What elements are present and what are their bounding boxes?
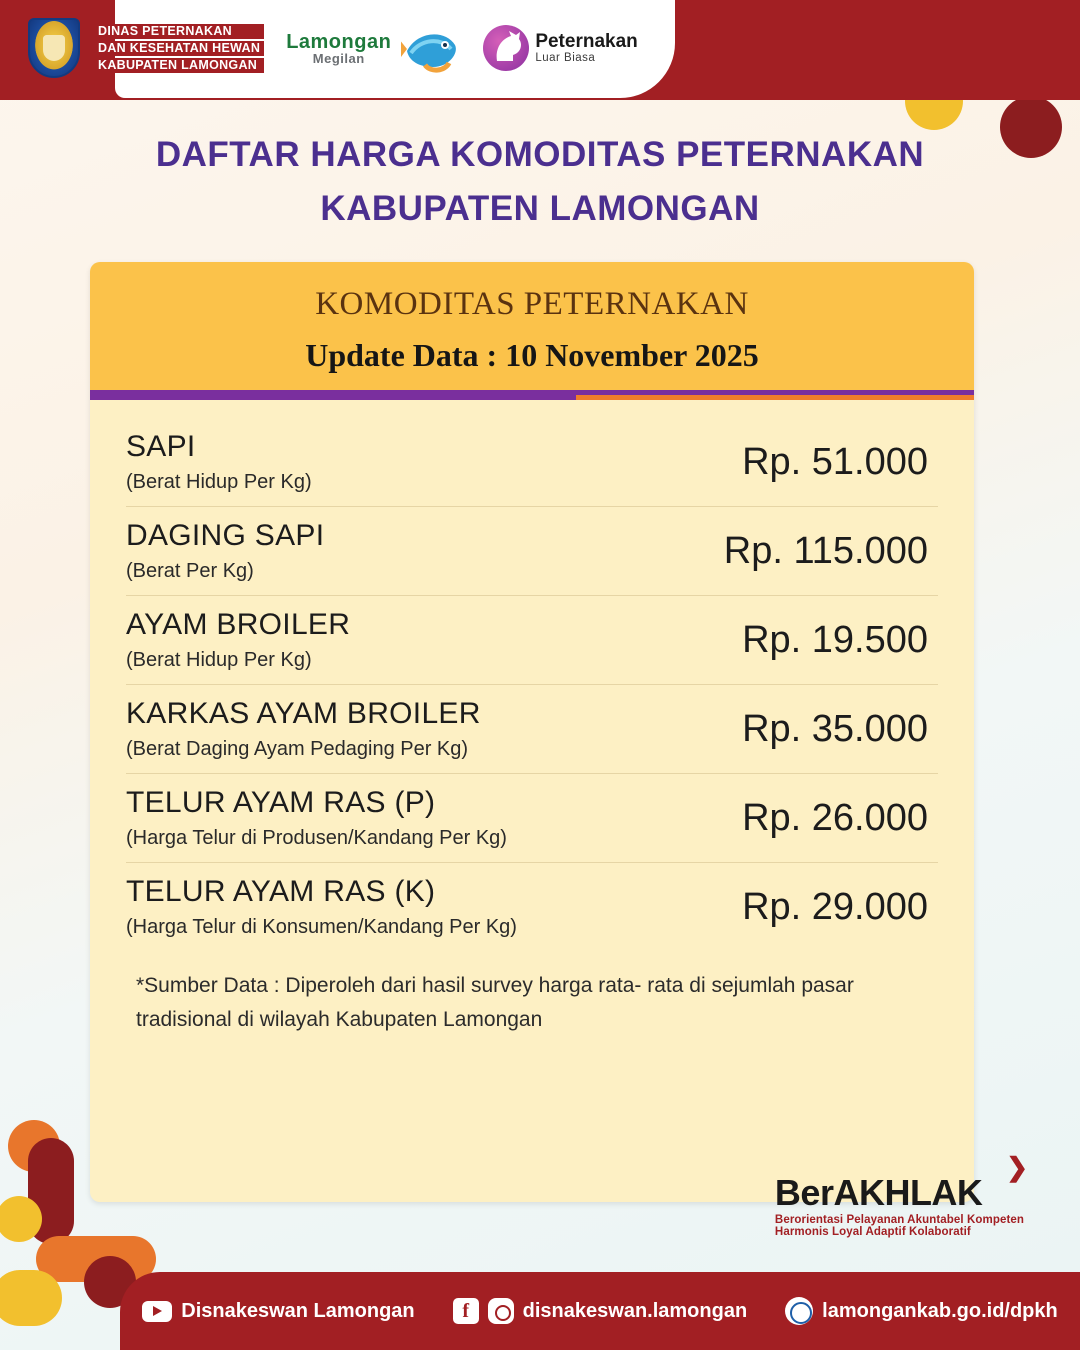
- price-list: [90, 400, 974, 951]
- commodity-price: Rp. 19.500: [742, 618, 928, 661]
- agency-name: [94, 24, 264, 73]
- commodity-price: Rp. 26.000: [742, 796, 928, 839]
- source-note: *Sumber Data : Diperoleh dari hasil survey harga rata- rata di sejumlah pasar tradisional di wilayah Kabupaten Lamongan: [136, 974, 854, 1031]
- commodity-unit: (Berat Hidup Per Kg): [126, 471, 312, 493]
- decor-shape-yellow-4: [0, 1270, 62, 1326]
- peternakan-luar-biasa-logo: [483, 25, 637, 71]
- chevron-right-icon: ❯: [1006, 1152, 1028, 1182]
- commodity-name: DAGING SAPI: [126, 519, 325, 552]
- card-update-date: Update Data : 10 November 2025: [305, 337, 759, 373]
- agency-line-1: DINAS PETERNAKAN: [94, 24, 264, 39]
- lamongan-crest-icon: [28, 18, 80, 78]
- peternakan-label: Peternakan: [535, 31, 638, 52]
- commodity-unit: (Harga Telur di Produsen/Kandang Per Kg): [126, 827, 507, 849]
- commodity-name: KARKAS AYAM BROILER: [126, 697, 481, 730]
- commodity-name: AYAM BROILER: [126, 608, 351, 641]
- page-title-line-1: DAFTAR HARGA KOMODITAS PETERNAKAN: [155, 135, 925, 174]
- commodity-price: Rp. 35.000: [742, 707, 928, 750]
- card-heading: KOMODITAS PETERNAKAN: [315, 286, 749, 322]
- commodity-name: SAPI: [126, 430, 196, 463]
- footer-social[interactable]: [453, 1298, 748, 1324]
- footer-bar: [120, 1272, 1080, 1350]
- table-row: [126, 596, 938, 685]
- globe-icon: [785, 1297, 813, 1325]
- page-title: [0, 128, 1080, 236]
- commodity-unit: (Berat Per Kg): [126, 560, 254, 582]
- berakhlak-wordmark: BerAKHLAK: [774, 1172, 983, 1213]
- fish-icon: [401, 23, 463, 73]
- price-card-header: [90, 262, 974, 395]
- commodity-price: Rp. 29.000: [742, 885, 928, 928]
- footer-youtube[interactable]: [142, 1300, 414, 1323]
- table-row: [126, 418, 938, 507]
- commodity-unit: (Harga Telur di Konsumen/Kandang Per Kg): [126, 916, 517, 938]
- horse-head-icon: [483, 25, 529, 71]
- table-row: [126, 507, 938, 596]
- youtube-icon: [142, 1301, 172, 1322]
- table-row: [126, 685, 938, 774]
- commodity-unit: (Berat Hidup Per Kg): [126, 649, 312, 671]
- berakhlak-values-line-1: Berorientasi Pelayanan Akuntabel Kompeten: [774, 1214, 1024, 1226]
- table-row: [126, 863, 938, 951]
- berakhlak-values-line-2: Harmonis Loyal Adaptif Kolaboratif: [774, 1226, 971, 1238]
- lamongan-megilan-line-1: Lamongan: [286, 30, 392, 53]
- lamongan-megilan-line-2: Megilan: [312, 50, 365, 66]
- commodity-unit: (Berat Daging Ayam Pedaging Per Kg): [126, 738, 469, 760]
- instagram-icon: [488, 1298, 514, 1324]
- agency-line-2: DAN KESEHATAN HEWAN: [94, 41, 264, 56]
- commodity-name: TELUR AYAM RAS (K): [126, 875, 436, 908]
- price-card: [90, 262, 974, 1202]
- lamongan-megilan-logo: [286, 32, 391, 65]
- table-row: [126, 774, 938, 863]
- page-title-line-2: KABUPATEN LAMONGAN: [320, 189, 760, 228]
- header-logos: [28, 18, 638, 78]
- commodity-price: Rp. 115.000: [723, 529, 928, 572]
- luar-biasa-label: Luar Biasa: [535, 51, 596, 64]
- commodity-name: TELUR AYAM RAS (P): [126, 786, 436, 819]
- footer-youtube-label: Disnakeswan Lamongan: [181, 1299, 415, 1322]
- footer-website[interactable]: [785, 1297, 1058, 1325]
- footer-website-label: lamongankab.go.id/dpkh: [822, 1299, 1058, 1322]
- facebook-icon: f: [453, 1298, 479, 1324]
- commodity-price: Rp. 51.000: [742, 440, 928, 483]
- footer-social-label: disnakeswan.lamongan: [522, 1299, 748, 1322]
- agency-line-3: KABUPATEN LAMONGAN: [94, 58, 264, 73]
- berakhlak-logo: [774, 1152, 1028, 1238]
